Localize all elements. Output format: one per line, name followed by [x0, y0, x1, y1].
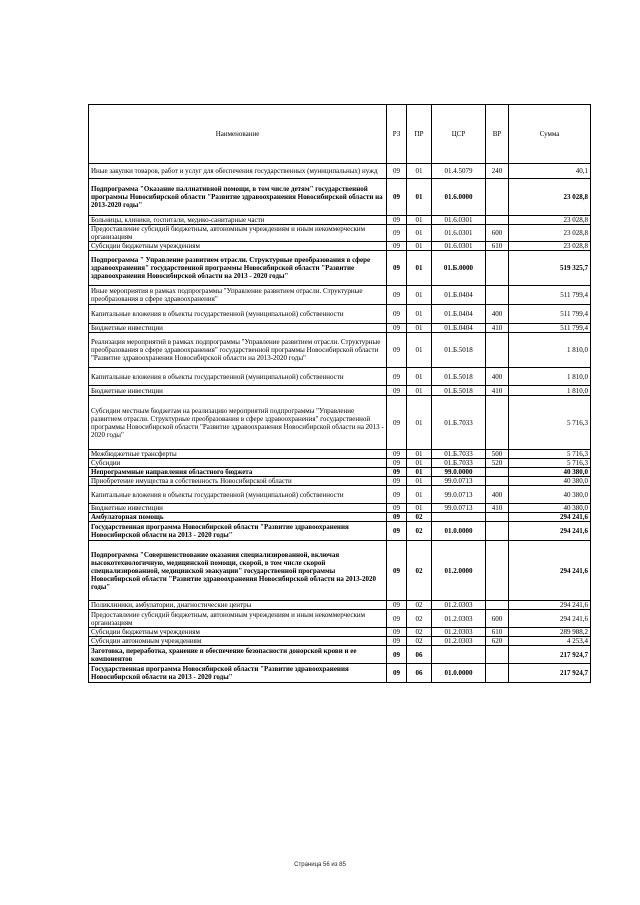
row-vr [486, 396, 509, 450]
row-rz: 09 [387, 477, 407, 486]
row-rz: 09 [387, 664, 407, 683]
row-vr: 400 [486, 368, 509, 386]
table-body [89, 164, 591, 683]
row-pr: 02 [407, 513, 432, 522]
row-sum: 23 028,8 [509, 225, 591, 242]
row-name: Бюджетные инвестиции [89, 504, 387, 513]
row-vr [486, 601, 509, 610]
row-csr: 01.6.0301 [432, 225, 486, 242]
row-csr: 99.0.0713 [432, 504, 486, 513]
table-row [89, 305, 591, 324]
row-pr: 01 [407, 179, 432, 216]
table-row [89, 477, 591, 486]
row-pr: 02 [407, 637, 432, 646]
row-name: Предоставление субсидий бюджетным, автономным учреждениям и иным некоммерческим организациям [89, 225, 387, 242]
row-csr [432, 513, 486, 522]
table-row [89, 637, 591, 646]
row-sum: 511 799,4 [509, 324, 591, 333]
table-row [89, 286, 591, 305]
row-pr: 02 [407, 601, 432, 610]
table-row [89, 513, 591, 522]
header-rz: РЗ [387, 105, 407, 164]
table-row [89, 242, 591, 251]
row-sum: 40 380,0 [509, 486, 591, 504]
row-name: Межбюджетные трансферты [89, 450, 387, 459]
table-row [89, 396, 591, 450]
table-row [89, 610, 591, 628]
row-sum: 40 380,0 [509, 504, 591, 513]
row-rz: 09 [387, 486, 407, 504]
table-row [89, 333, 591, 368]
row-pr: 02 [407, 628, 432, 637]
row-vr: 520 [486, 459, 509, 468]
table-row [89, 601, 591, 610]
row-sum: 294 241,6 [509, 522, 591, 541]
row-csr: 01.Б.5018 [432, 333, 486, 368]
row-pr: 01 [407, 368, 432, 386]
table-row [89, 386, 591, 396]
row-name: Субсидии [89, 459, 387, 468]
row-rz: 09 [387, 504, 407, 513]
row-name: Капитальные вложения в объекты государственной (муниципальной) собственности [89, 486, 387, 504]
row-rz: 09 [387, 368, 407, 386]
row-csr: 01.0.0000 [432, 664, 486, 683]
row-name: Больницы, клиники, госпитали, медико-санитарные части [89, 216, 387, 225]
row-rz: 09 [387, 610, 407, 628]
row-csr: 01.Б.7033 [432, 396, 486, 450]
row-name: Предоставление субсидий бюджетным, автономным учреждениям и иным некоммерческим организациям [89, 610, 387, 628]
row-vr [486, 251, 509, 286]
table-header-row [89, 105, 591, 164]
row-pr: 06 [407, 646, 432, 664]
row-vr: 600 [486, 225, 509, 242]
row-vr: 610 [486, 242, 509, 251]
row-csr: 01.4.5079 [432, 164, 486, 179]
row-rz: 09 [387, 628, 407, 637]
row-vr: 610 [486, 628, 509, 637]
row-csr: 01.2.0000 [432, 541, 486, 601]
row-vr [486, 646, 509, 664]
row-pr: 01 [407, 477, 432, 486]
table-row [89, 450, 591, 459]
row-csr: 01.2.0303 [432, 628, 486, 637]
table-row [89, 628, 591, 637]
row-rz: 09 [387, 468, 407, 477]
row-csr: 01.2.0303 [432, 637, 486, 646]
row-vr: 400 [486, 305, 509, 324]
row-sum: 23 028,8 [509, 242, 591, 251]
row-csr: 01.2.0303 [432, 610, 486, 628]
page-number: Страница 56 из 85 [294, 862, 346, 868]
row-csr: 01.Б.5018 [432, 368, 486, 386]
row-pr: 01 [407, 386, 432, 396]
row-pr: 01 [407, 468, 432, 477]
row-sum: 23 028,8 [509, 216, 591, 225]
row-vr: 410 [486, 504, 509, 513]
row-rz: 09 [387, 396, 407, 450]
header-sum: Сумма [509, 105, 591, 164]
row-pr: 01 [407, 216, 432, 225]
row-vr: 240 [486, 164, 509, 179]
budget-table [88, 104, 591, 683]
row-name: Подпрограмма " Управление развитием отрасли. Структурные преобразования в сфере здравоохранения" государственной программы Новосибирской области "Развитие здравоохранения Новосибирской области на 2013 - 2020 годы" [89, 251, 387, 286]
row-csr: 01.6.0000 [432, 179, 486, 216]
row-sum: 217 924,7 [509, 664, 591, 683]
row-csr: 01.Б.0000 [432, 251, 486, 286]
row-name: Субсидии местным бюджетам на реализацию мероприятий подпрограммы "Управление развитием отрасли. Структурные преобразования в сфере здравоохранения" государственной программы Новосибирской области "Развитие здравоохранения Новосибирской области на 2013 - 2020 годы" [89, 396, 387, 450]
row-name: Государственная программа Новосибирской области "Развитие здравоохранения Новосибирской области на 2013 - 2020 годы" [89, 664, 387, 683]
row-name: Подпрограмма "Оказание паллиативной помощи, в том числе детям" государственной программы Новосибирской области "Развитие здравоохранения Новосибирской области на 2013-2020 годы" [89, 179, 387, 216]
table-row [89, 164, 591, 179]
row-pr: 02 [407, 541, 432, 601]
row-name: Капитальные вложения в объекты государственной (муниципальной) собственности [89, 368, 387, 386]
row-pr: 02 [407, 522, 432, 541]
row-rz: 09 [387, 646, 407, 664]
row-vr [486, 513, 509, 522]
table-row [89, 324, 591, 333]
row-name: Бюджетные инвестиции [89, 386, 387, 396]
row-rz: 09 [387, 225, 407, 242]
row-name: Заготовка, переработка, хранение и обеспечение безопасности донорской крови и ее компонентов [89, 646, 387, 664]
row-pr: 02 [407, 610, 432, 628]
row-pr: 01 [407, 225, 432, 242]
row-pr: 01 [407, 396, 432, 450]
row-name: Субсидии бюджетным учреждениям [89, 628, 387, 637]
row-sum: 40 380,0 [509, 468, 591, 477]
row-csr: 01.Б.0404 [432, 286, 486, 305]
row-sum: 1 810,0 [509, 368, 591, 386]
row-csr: 01.Б.7033 [432, 450, 486, 459]
row-rz: 09 [387, 216, 407, 225]
row-rz: 09 [387, 386, 407, 396]
row-name: Приобретение имущества в собственность Новосибирской области [89, 477, 387, 486]
row-rz: 09 [387, 333, 407, 368]
row-rz: 09 [387, 242, 407, 251]
table-row [89, 468, 591, 477]
row-name: Бюджетные инвестиции [89, 324, 387, 333]
row-name: Субсидии автономным учреждениям [89, 637, 387, 646]
row-pr: 01 [407, 164, 432, 179]
row-name: Иные мероприятия в рамках подпрограммы "Управление развитием отрасли. Структурные преобразования в сфере здравоохранения" [89, 286, 387, 305]
row-name: Подпрограмма "Совершенствование оказания специализированной, включая высокотехнологичную, медицинской помощи, скорой, в том числе скорой специализированной, медицинской эвакуации" государственной программы Новосибирской области "Развитие здравоохранения Новосибирской области на 2013-2020 годы" [89, 541, 387, 601]
row-sum: 294 241,6 [509, 513, 591, 522]
row-vr: 410 [486, 324, 509, 333]
row-csr: 01.Б.0404 [432, 305, 486, 324]
row-pr: 01 [407, 486, 432, 504]
table-row [89, 225, 591, 242]
row-vr [486, 286, 509, 305]
row-rz: 09 [387, 513, 407, 522]
row-sum: 40,1 [509, 164, 591, 179]
row-csr: 01.Б.0404 [432, 324, 486, 333]
row-vr [486, 333, 509, 368]
row-pr: 01 [407, 242, 432, 251]
table-row [89, 504, 591, 513]
row-vr: 500 [486, 450, 509, 459]
table-row [89, 216, 591, 225]
row-sum: 1 810,0 [509, 386, 591, 396]
row-sum: 294 241,6 [509, 610, 591, 628]
row-rz: 09 [387, 324, 407, 333]
row-pr: 01 [407, 251, 432, 286]
row-sum: 217 924,7 [509, 646, 591, 664]
row-sum: 5 716,3 [509, 450, 591, 459]
row-name: Непрограммные направления областного бюджета [89, 468, 387, 477]
row-sum: 511 799,4 [509, 305, 591, 324]
row-csr: 01.2.0303 [432, 601, 486, 610]
row-rz: 09 [387, 522, 407, 541]
table-row [89, 664, 591, 683]
row-csr [432, 646, 486, 664]
row-vr [486, 522, 509, 541]
row-vr: 410 [486, 386, 509, 396]
row-sum: 23 028,8 [509, 179, 591, 216]
row-sum: 1 810,0 [509, 333, 591, 368]
row-rz: 09 [387, 251, 407, 286]
row-name: Капитальные вложения в объекты государственной (муниципальной) собственности [89, 305, 387, 324]
row-pr: 06 [407, 664, 432, 683]
header-pr: ПР [407, 105, 432, 164]
row-rz: 09 [387, 637, 407, 646]
table-row [89, 541, 591, 601]
row-vr [486, 541, 509, 601]
row-sum: 294 241,6 [509, 601, 591, 610]
row-name: Поликлиники, амбулатории, диагностические центры [89, 601, 387, 610]
table-row [89, 522, 591, 541]
row-rz: 09 [387, 450, 407, 459]
row-rz: 09 [387, 541, 407, 601]
row-name: Государственная программа Новосибирской области "Развитие здравоохранения Новосибирской области на 2013 - 2020 годы" [89, 522, 387, 541]
row-csr: 99.0.0713 [432, 477, 486, 486]
row-sum: 519 325,7 [509, 251, 591, 286]
row-pr: 01 [407, 450, 432, 459]
row-name: Субсидии бюджетным учреждениям [89, 242, 387, 251]
row-rz: 09 [387, 305, 407, 324]
row-pr: 01 [407, 459, 432, 468]
row-vr [486, 664, 509, 683]
row-vr [486, 468, 509, 477]
row-vr: 400 [486, 486, 509, 504]
row-csr: 01.6.0301 [432, 242, 486, 251]
row-rz: 09 [387, 179, 407, 216]
row-name: Амбулаторная помощь [89, 513, 387, 522]
row-name: Реализация мероприятий в рамках подпрограммы "Управление развитием отрасли. Структурные преобразования в сфере здравоохранения" государственной программы Новосибирской области "Развитие здравоохранения Новосибирской области на 2013-2020 годы" [89, 333, 387, 368]
row-pr: 01 [407, 324, 432, 333]
row-name: Иные закупки товаров, работ и услуг для обеспечения государственных (муниципальных) нужд [89, 164, 387, 179]
table-row [89, 251, 591, 286]
header-csr: ЦСР [432, 105, 486, 164]
row-vr [486, 477, 509, 486]
row-rz: 09 [387, 601, 407, 610]
row-sum: 294 241,6 [509, 541, 591, 601]
row-vr: 620 [486, 637, 509, 646]
row-vr [486, 216, 509, 225]
row-sum: 5 716,3 [509, 396, 591, 450]
row-csr: 01.6.0301 [432, 216, 486, 225]
row-vr: 600 [486, 610, 509, 628]
row-sum: 4 253,4 [509, 637, 591, 646]
row-rz: 09 [387, 164, 407, 179]
row-rz: 09 [387, 459, 407, 468]
row-csr: 99.0.0000 [432, 468, 486, 477]
table-row [89, 646, 591, 664]
row-pr: 01 [407, 305, 432, 324]
header-name: Наименование [89, 105, 387, 164]
table-row [89, 368, 591, 386]
row-csr: 01.Б.5018 [432, 386, 486, 396]
row-pr: 01 [407, 333, 432, 368]
row-rz: 09 [387, 286, 407, 305]
table-row [89, 486, 591, 504]
row-csr: 99.0.0713 [432, 486, 486, 504]
row-sum: 5 716,3 [509, 459, 591, 468]
row-vr [486, 179, 509, 216]
row-sum: 40 380,0 [509, 477, 591, 486]
row-pr: 01 [407, 504, 432, 513]
row-csr: 01.0.0000 [432, 522, 486, 541]
header-vr: ВР [486, 105, 509, 164]
row-sum: 511 799,4 [509, 286, 591, 305]
table-row [89, 179, 591, 216]
table-row [89, 459, 591, 468]
row-sum: 289 988,2 [509, 628, 591, 637]
row-csr: 01.Б.7033 [432, 459, 486, 468]
row-pr: 01 [407, 286, 432, 305]
